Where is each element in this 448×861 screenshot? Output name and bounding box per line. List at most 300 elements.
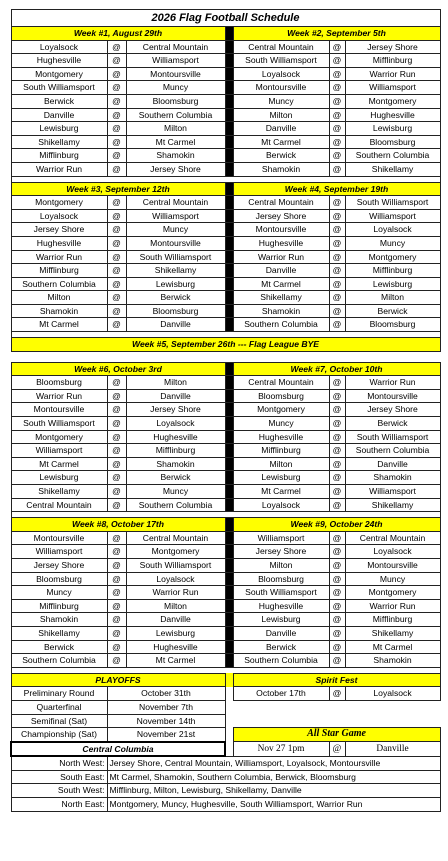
game-row (11, 94, 440, 108)
divider (225, 403, 233, 417)
divider (225, 376, 233, 390)
home-team: Muncy (11, 586, 107, 600)
divider (225, 264, 233, 278)
game-row (11, 162, 440, 176)
at-symbol: @ (107, 640, 126, 654)
home-team: Williamsport (11, 444, 107, 458)
playoff-round: Semifinal (Sat) (11, 714, 107, 728)
home-team: Bloomsburg (11, 376, 107, 390)
home-team: Hughesville (11, 54, 107, 68)
opponent-team: Montgomery (345, 94, 440, 108)
at-symbol: @ (329, 626, 345, 640)
playoff-date: October 31th (107, 687, 225, 701)
region-teams: Montgomery, Muncy, Hughesville, South Williamsport, Warrior Run (107, 798, 440, 812)
schedule-table (10, 9, 441, 812)
home-team: Warrior Run (11, 162, 107, 176)
home-team: Central Mountain (11, 498, 107, 512)
home-team: Mt Carmel (11, 318, 107, 332)
at-symbol: @ (329, 277, 345, 291)
game-row (11, 471, 440, 485)
home-team: Central Mountain (233, 376, 329, 390)
at-symbol: @ (107, 599, 126, 613)
home-team: Shamokin (233, 162, 329, 176)
at-symbol: @ (329, 135, 345, 149)
at-symbol: @ (107, 209, 126, 223)
opponent-team: Loyalsock (126, 572, 225, 586)
opponent-team: Shikellamy (345, 626, 440, 640)
divider (225, 531, 233, 545)
opponent-team: Milton (126, 122, 225, 136)
playoff-date: November 21st (107, 728, 225, 742)
game-row (11, 531, 440, 545)
divider (225, 108, 233, 122)
home-team: Shamokin (11, 613, 107, 627)
at-symbol: @ (329, 389, 345, 403)
divider (225, 430, 233, 444)
home-team: South Williamsport (11, 417, 107, 431)
playoff-row (11, 700, 440, 714)
all-star-header: All Star Game (233, 728, 440, 742)
game-row (11, 318, 440, 332)
at-symbol: @ (329, 376, 345, 390)
week-header: Week #2, September 5th (233, 27, 440, 41)
opponent-team: Mt Carmel (126, 135, 225, 149)
opponent-team: Central Mountain (126, 40, 225, 54)
divider (225, 485, 233, 499)
game-row (11, 558, 440, 572)
opponent-team: Warrior Run (345, 599, 440, 613)
home-team: Montgomery (233, 403, 329, 417)
opponent-team: Danville (126, 389, 225, 403)
at-symbol: @ (107, 149, 126, 163)
home-team: Loyalsock (233, 498, 329, 512)
blank (233, 700, 440, 714)
divider (225, 572, 233, 586)
opponent-team: Muncy (345, 236, 440, 250)
home-team: Shikellamy (11, 485, 107, 499)
opponent-team: Warrior Run (126, 586, 225, 600)
at-symbol: @ (107, 471, 126, 485)
at-symbol: @ (329, 572, 345, 586)
at-symbol: @ (329, 403, 345, 417)
spirit-fest-date: October 17th (233, 687, 329, 701)
home-team: Shamokin (233, 304, 329, 318)
at-symbol: @ (329, 318, 345, 332)
opponent-team: Bloomsburg (126, 304, 225, 318)
divider (225, 196, 233, 210)
at-symbol: @ (107, 444, 126, 458)
week-header: Week #4, September 19th (233, 182, 440, 196)
home-team: Warrior Run (11, 389, 107, 403)
week-header-row (11, 362, 440, 376)
spirit-fest-location: Loyalsock (345, 687, 440, 701)
opponent-team: Muncy (126, 485, 225, 499)
game-row (11, 626, 440, 640)
at-symbol: @ (107, 498, 126, 512)
at-symbol: @ (107, 67, 126, 81)
at-symbol: @ (329, 417, 345, 431)
opponent-team: South Williamsport (345, 430, 440, 444)
home-team: Jersey Shore (11, 558, 107, 572)
region-label: North West: (11, 756, 107, 770)
opponent-team: Lewisburg (126, 626, 225, 640)
divider (225, 67, 233, 81)
home-team: Muncy (233, 94, 329, 108)
divider (225, 742, 233, 757)
divider (225, 94, 233, 108)
home-team: Berwick (11, 640, 107, 654)
divider (225, 389, 233, 403)
at-symbol: @ (329, 444, 345, 458)
opponent-team: Jersey Shore (126, 403, 225, 417)
at-symbol: @ (107, 162, 126, 176)
divider (225, 558, 233, 572)
bye-row (11, 338, 440, 352)
divider (225, 40, 233, 54)
home-team: Central Mountain (233, 40, 329, 54)
divider (225, 417, 233, 431)
region-teams: Mifflinburg, Milton, Lewisburg, Shikellamy, Danville (107, 784, 440, 798)
divider (225, 654, 233, 668)
divider (225, 250, 233, 264)
at-symbol: @ (107, 417, 126, 431)
at-symbol: @ (107, 626, 126, 640)
divider (225, 223, 233, 237)
divider (225, 236, 233, 250)
divider (225, 362, 233, 376)
at-symbol: @ (329, 485, 345, 499)
at-symbol: @ (329, 457, 345, 471)
home-team: Loyalsock (11, 209, 107, 223)
at-symbol: @ (329, 291, 345, 305)
at-symbol: @ (329, 498, 345, 512)
home-team: Montgomery (11, 196, 107, 210)
at-symbol: @ (107, 430, 126, 444)
home-team: Mifflinburg (11, 149, 107, 163)
home-team: Milton (11, 291, 107, 305)
opponent-team: Montoursville (126, 236, 225, 250)
at-symbol: @ (329, 558, 345, 572)
at-symbol: @ (107, 291, 126, 305)
opponent-team: Lewisburg (126, 277, 225, 291)
divider (225, 277, 233, 291)
divider (225, 714, 233, 728)
divider (225, 586, 233, 600)
game-row (11, 457, 440, 471)
opponent-team: Hughesville (126, 640, 225, 654)
home-team: Lewisburg (233, 613, 329, 627)
game-row (11, 599, 440, 613)
at-symbol: @ (107, 304, 126, 318)
week-header: Week #8, October 17th (11, 518, 225, 532)
opponent-team: Bloomsburg (126, 94, 225, 108)
region-row (11, 784, 440, 798)
divider (225, 444, 233, 458)
opponent-team: Danville (345, 457, 440, 471)
playoffs-header-row (11, 673, 440, 687)
host-row (11, 742, 440, 757)
opponent-team: Williamsport (345, 209, 440, 223)
divider (225, 640, 233, 654)
week-header-row (11, 518, 440, 532)
opponent-team: Williamsport (126, 209, 225, 223)
home-team: Southern Columbia (233, 654, 329, 668)
home-team: Warrior Run (11, 250, 107, 264)
at-symbol: @ (107, 376, 126, 390)
home-team: Mt Carmel (233, 135, 329, 149)
divider (225, 673, 233, 687)
region-teams: Mt Carmel, Shamokin, Southern Columbia, Berwick, Bloomsburg (107, 770, 440, 784)
opponent-team: Mifflinburg (345, 264, 440, 278)
game-row (11, 654, 440, 668)
opponent-team: Williamsport (126, 54, 225, 68)
home-team: Jersey Shore (233, 209, 329, 223)
opponent-team: Bloomsburg (345, 135, 440, 149)
at-symbol: @ (107, 81, 126, 95)
game-row (11, 196, 440, 210)
at-symbol: @ (107, 135, 126, 149)
game-row (11, 250, 440, 264)
week-header: Week #7, October 10th (233, 362, 440, 376)
opponent-team: Williamsport (345, 81, 440, 95)
gap-row (11, 351, 440, 362)
at-symbol: @ (329, 430, 345, 444)
opponent-team: Shamokin (126, 149, 225, 163)
home-team: Mifflinburg (11, 264, 107, 278)
home-team: Danville (233, 626, 329, 640)
week-header: Week #1, August 29th (11, 27, 225, 41)
home-team: Danville (233, 264, 329, 278)
home-team: Mifflinburg (233, 444, 329, 458)
opponent-team: Mifflinburg (345, 613, 440, 627)
game-row (11, 209, 440, 223)
game-row (11, 572, 440, 586)
home-team: Montgomery (11, 430, 107, 444)
at-symbol: @ (107, 545, 126, 559)
opponent-team: Berwick (126, 471, 225, 485)
opponent-team: Berwick (345, 304, 440, 318)
at-symbol: @ (329, 40, 345, 54)
playoff-date: November 7th (107, 700, 225, 714)
game-row (11, 236, 440, 250)
at-symbol: @ (107, 318, 126, 332)
game-row (11, 264, 440, 278)
opponent-team: Jersey Shore (126, 162, 225, 176)
home-team: Milton (233, 457, 329, 471)
opponent-team: Hughesville (345, 108, 440, 122)
at-symbol: @ (329, 196, 345, 210)
at-symbol: @ (107, 389, 126, 403)
spirit-fest-header: Spirit Fest (233, 673, 440, 687)
at-symbol: @ (107, 122, 126, 136)
home-team: Muncy (233, 417, 329, 431)
home-team: Berwick (233, 149, 329, 163)
home-team: Milton (233, 558, 329, 572)
opponent-team: Milton (126, 376, 225, 390)
region-label: South East: (11, 770, 107, 784)
game-row (11, 108, 440, 122)
region-label: North East: (11, 798, 107, 812)
home-team: Mt Carmel (233, 277, 329, 291)
at-symbol: @ (329, 687, 345, 701)
opponent-team: Shikellamy (345, 498, 440, 512)
home-team: Loyalsock (11, 40, 107, 54)
at-symbol: @ (329, 531, 345, 545)
at-symbol: @ (329, 264, 345, 278)
bye-week: Week #5, September 26th --- Flag League BYE (11, 338, 440, 352)
opponent-team: Warrior Run (345, 67, 440, 81)
at-symbol: @ (107, 586, 126, 600)
week-header: Week #9, October 24th (233, 518, 440, 532)
home-team: Berwick (11, 94, 107, 108)
home-team: Mt Carmel (233, 485, 329, 499)
at-symbol: @ (107, 54, 126, 68)
home-team: Danville (233, 122, 329, 136)
opponent-team: Shamokin (126, 457, 225, 471)
week-header: Week #3, September 12th (11, 182, 225, 196)
opponent-team: Loyalsock (126, 417, 225, 431)
home-team: Shikellamy (11, 626, 107, 640)
home-team: Montgomery (11, 67, 107, 81)
at-symbol: @ (329, 599, 345, 613)
at-symbol: @ (107, 223, 126, 237)
opponent-team: Warrior Run (345, 376, 440, 390)
divider (225, 498, 233, 512)
playoff-host: Central Columbia (11, 742, 225, 757)
at-symbol: @ (107, 654, 126, 668)
game-row (11, 430, 440, 444)
opponent-team: Montoursville (126, 67, 225, 81)
game-row (11, 81, 440, 95)
at-symbol: @ (329, 471, 345, 485)
game-row (11, 149, 440, 163)
home-team: Mifflinburg (11, 599, 107, 613)
home-team: Milton (233, 108, 329, 122)
opponent-team: Shamokin (345, 471, 440, 485)
game-row (11, 444, 440, 458)
home-team: South Williamsport (233, 54, 329, 68)
playoff-row (11, 728, 440, 742)
divider (225, 457, 233, 471)
opponent-team: Jersey Shore (345, 403, 440, 417)
opponent-team: Shamokin (345, 654, 440, 668)
opponent-team: Montoursville (345, 389, 440, 403)
week-header-row (11, 27, 440, 41)
home-team: Hughesville (233, 430, 329, 444)
game-row (11, 545, 440, 559)
home-team: Central Mountain (233, 196, 329, 210)
home-team: Southern Columbia (11, 277, 107, 291)
at-symbol: @ (329, 108, 345, 122)
opponent-team: Loyalsock (345, 545, 440, 559)
divider (225, 135, 233, 149)
game-row (11, 498, 440, 512)
at-symbol: @ (329, 640, 345, 654)
gap (11, 351, 440, 362)
opponent-team: Montgomery (345, 586, 440, 600)
at-symbol: @ (107, 236, 126, 250)
home-team: Lewisburg (233, 471, 329, 485)
playoff-date: November 14th (107, 714, 225, 728)
playoff-row (11, 714, 440, 728)
playoff-row (11, 687, 440, 701)
page-title: 2026 Flag Football Schedule (11, 10, 440, 27)
opponent-team: Central Mountain (345, 531, 440, 545)
opponent-team: Mifflinburg (126, 444, 225, 458)
game-row (11, 389, 440, 403)
at-symbol: @ (329, 742, 345, 757)
game-row (11, 640, 440, 654)
game-row (11, 135, 440, 149)
home-team: Hughesville (233, 599, 329, 613)
at-symbol: @ (107, 572, 126, 586)
divider (225, 471, 233, 485)
opponent-team: South Williamsport (126, 250, 225, 264)
at-symbol: @ (107, 40, 126, 54)
home-team: Berwick (233, 640, 329, 654)
at-symbol: @ (329, 654, 345, 668)
opponent-team: Central Mountain (126, 531, 225, 545)
game-row (11, 613, 440, 627)
opponent-team: Shikellamy (126, 264, 225, 278)
opponent-team: Danville (126, 318, 225, 332)
at-symbol: @ (329, 209, 345, 223)
home-team: Williamsport (11, 545, 107, 559)
blank (233, 714, 440, 728)
at-symbol: @ (107, 457, 126, 471)
game-row (11, 277, 440, 291)
home-team: Bloomsburg (11, 572, 107, 586)
at-symbol: @ (107, 485, 126, 499)
divider (225, 687, 233, 701)
at-symbol: @ (329, 545, 345, 559)
opponent-team: Muncy (126, 223, 225, 237)
game-row (11, 40, 440, 54)
opponent-team: Montgomery (126, 545, 225, 559)
divider (225, 545, 233, 559)
region-row (11, 770, 440, 784)
at-symbol: @ (107, 531, 126, 545)
at-symbol: @ (107, 403, 126, 417)
divider (225, 318, 233, 332)
game-row (11, 586, 440, 600)
game-row (11, 291, 440, 305)
at-symbol: @ (329, 54, 345, 68)
game-row (11, 67, 440, 81)
divider (225, 182, 233, 196)
opponent-team: Bloomsburg (345, 318, 440, 332)
at-symbol: @ (329, 304, 345, 318)
region-row (11, 798, 440, 812)
opponent-team: Montoursville (345, 558, 440, 572)
at-symbol: @ (107, 196, 126, 210)
divider (225, 81, 233, 95)
divider (225, 728, 233, 742)
opponent-team: Loyalsock (345, 223, 440, 237)
game-row (11, 485, 440, 499)
opponent-team: Milton (126, 599, 225, 613)
opponent-team: Lewisburg (345, 122, 440, 136)
at-symbol: @ (329, 586, 345, 600)
home-team: Montoursville (11, 403, 107, 417)
opponent-team: Muncy (345, 572, 440, 586)
home-team: Shikellamy (233, 291, 329, 305)
opponent-team: Mifflinburg (345, 54, 440, 68)
divider (225, 599, 233, 613)
home-team: Bloomsburg (233, 389, 329, 403)
at-symbol: @ (329, 67, 345, 81)
opponent-team: Central Mountain (126, 196, 225, 210)
